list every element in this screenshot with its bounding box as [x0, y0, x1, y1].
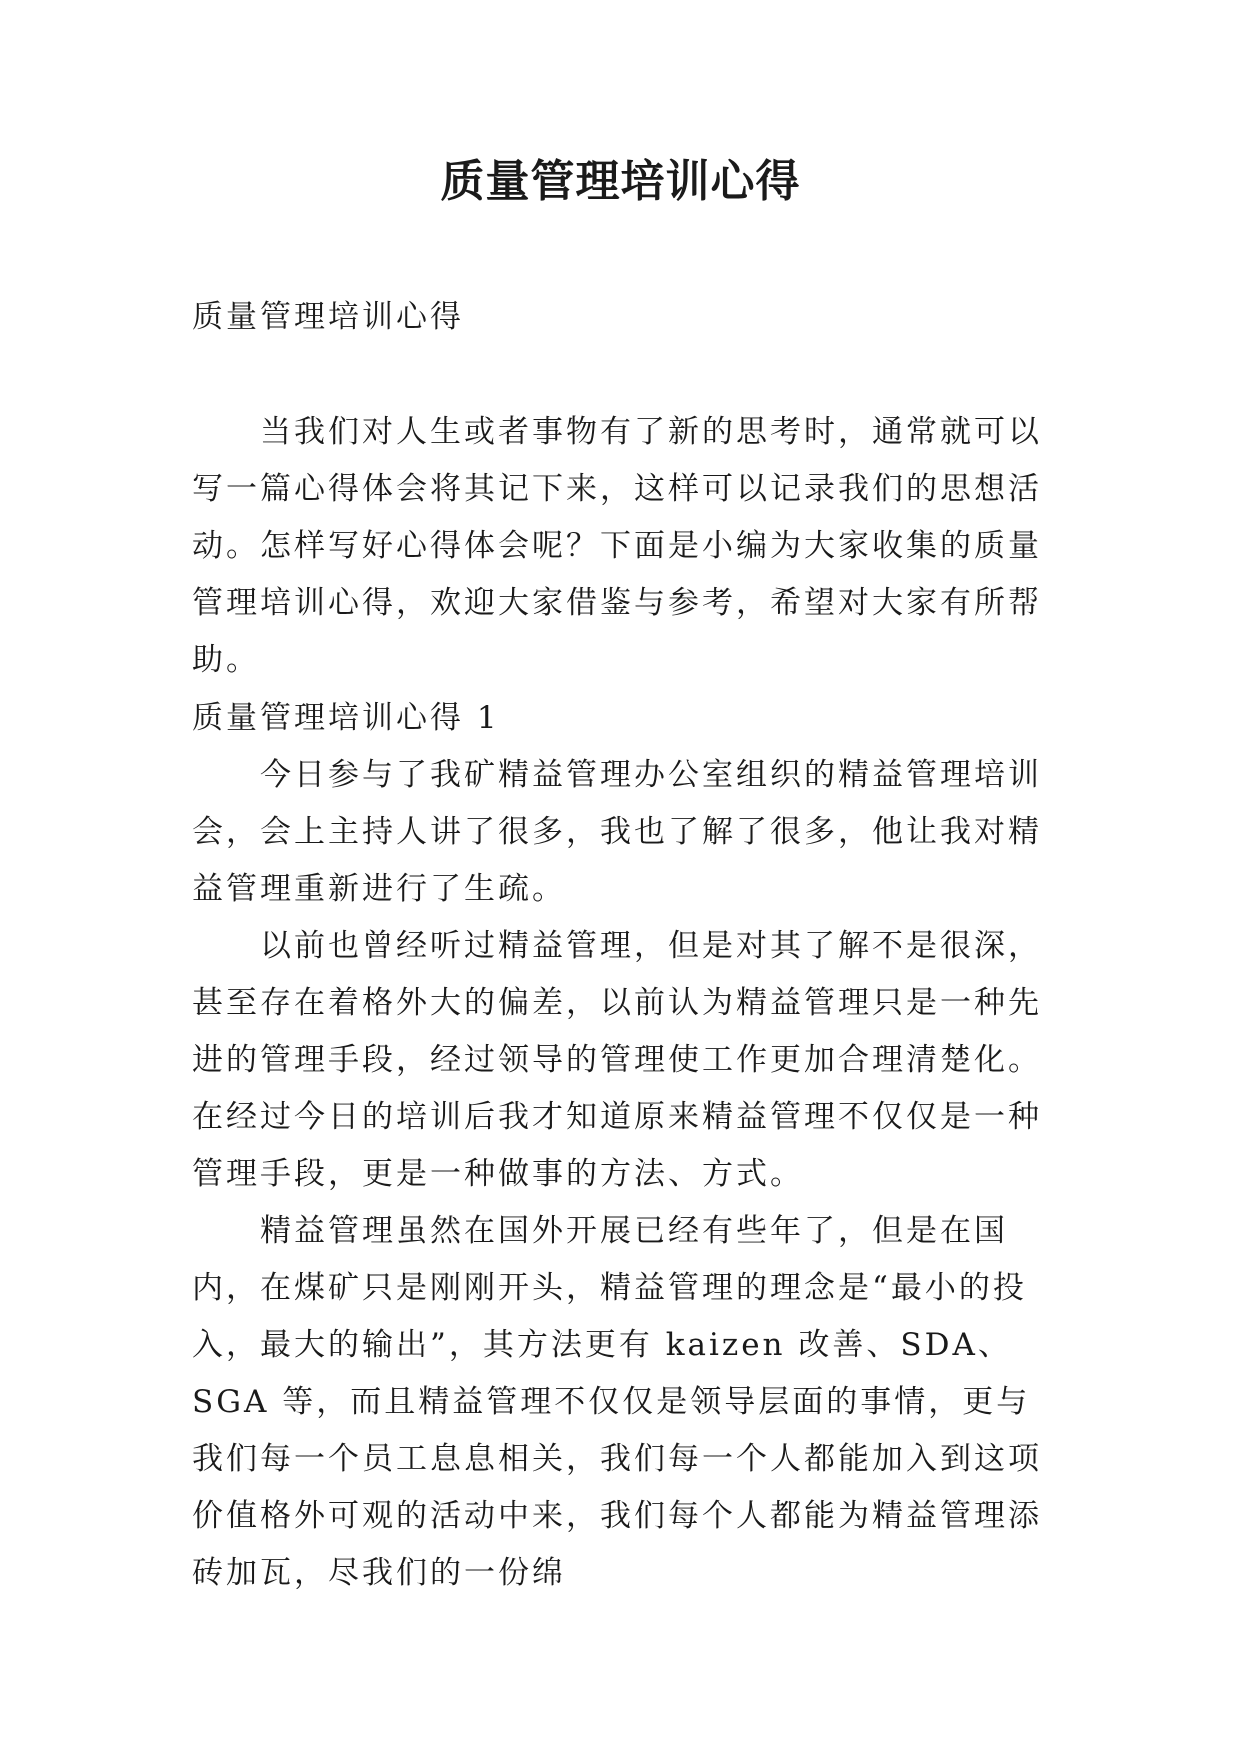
document-title: 质量管理培训心得 [440, 156, 801, 207]
section-1 [192, 690, 1060, 1602]
section-1-paragraph-2: 以前也曾经听过精益管理，但是对其了解不是很深，甚至存在着格外大的偏差，以前认为精益管理只是一种先进的管理手段，经过领导的管理使工作更加合理清楚化。在经过今日的培训后我才知道原来精益管理不仅仅是一种管理手段，更是一种做事的方法、方式。 [192, 928, 1042, 1192]
intro-paragraph: 当我们对人生或者事物有了新的思考时，通常就可以写一篇心得体会将其记下来，这样可以记录我们的思想活动。怎样写好心得体会呢？下面是小编为大家收集的质量管理培训心得，欢迎大家借鉴与参考，希望对大家有所帮助。 [192, 414, 1042, 678]
document-subtitle: 质量管理培训心得 [192, 299, 464, 335]
section-1-paragraph-1: 今日参与了我矿精益管理办公室组织的精益管理培训会，会上主持人讲了很多，我也了解了很多，他让我对精益管理重新进行了生疏。 [192, 757, 1042, 907]
section-1-heading: 质量管理培训心得 1 [192, 700, 500, 736]
section-1-paragraph-3: 精益管理虽然在国外开展已经有些年了，但是在国内，在煤矿只是刚刚开头，精益管理的理念是“最小的投入，最大的输出”，其方法更有 kaizen 改善、SDA、SGA 等，而且精益管理不仅仅是领导层面的事情，更与我们每一个员工息息相关，我们每一个人都能加入到这项价值格外可观的活动中来，我们每个人都能为精益管理添砖加瓦，尽我们的一份绵 [192, 1213, 1042, 1591]
